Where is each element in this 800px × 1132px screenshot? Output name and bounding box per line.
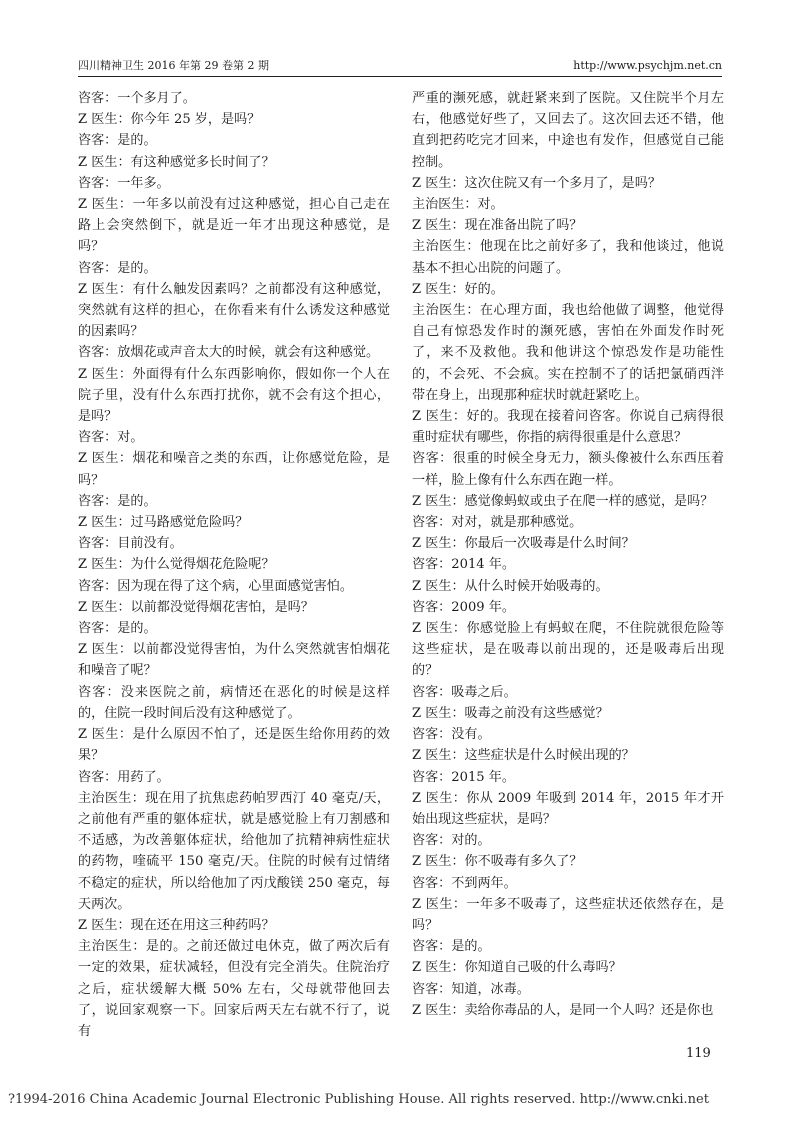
dialogue-line: 咨客：一个多月了。 [78,91,196,106]
dialogue-line: 主治医生：在心理方面，我也给他做了调整，他觉得自己有惊恐发作时的濒死感，害怕在外面发作时死了，来不及救他。我和他讲这个惊恐发作是功能性的，不会死、不会疯。实在控制不了的话把氯硝西泮带在身上，出现那种症状时就赶紧吃上。 [412,303,724,403]
dialogue-line: 咨客：是的。 [412,939,491,955]
dialogue-line: Z 医生：你今年 25 岁，是吗？ [78,112,261,128]
dialogue-line: 咨客：2014 年。 [412,557,515,573]
dialogue-line: Z 医生：现在还在用这三种药吗？ [78,917,275,933]
dialogue-line: Z 医生：好的。 [412,281,504,297]
dialogue-line: 咨客：对的。 [412,833,491,849]
dialogue-line: 咨客：2015 年。 [412,769,515,785]
dialogue-line: 主治医生：现在用了抗焦虑药帕罗西汀 40 毫克/天，之前他有严重的躯体症状，就是感觉脸上有刀割感和不适感，为改善躯体症状，给他加了抗精神病性症状的药物，喹硫平 150 毫克/天。住院的时候有过情绪不稳定的症状，所以给他加了丙戊酸镁 250 毫克，每天两次。 [78,790,390,912]
dialogue-line: 咨客：对。 [78,430,144,446]
dialogue-line: Z 医生：你从 2009 年吸到 2014 年，2015 年才开始出现这些症状，是吗？ [412,790,724,827]
running-header [78,56,722,76]
dialogue-line: 咨客：不到两年。 [412,875,517,891]
dialogue-line: 咨客：对对，就是那种感觉。 [412,515,583,531]
dialogue-line: Z 医生：从什么时候开始吸毒的。 [412,578,609,594]
dialogue-line: 咨客：目前没有。 [78,536,183,552]
dialogue-line: 主治医生：是的。之前还做过电休克，做了两次后有一定的效果，症状减轻，但没有完全消失。住院治疗之后，症状缓解大概 50% 左右，父母就带他回去了，说回家观察一下。回家后两天左右就不行了，说有 [78,939,390,1039]
dialogue-line: 咨客：没有。 [412,727,491,743]
dialogue-line: Z 医生：好的。我现在接着问咨客。你说自己病得很重时症状有哪些，你指的病得很重是什么意思？ [412,409,724,446]
dialogue-line: Z 医生：吸毒之前没有这些感觉？ [412,705,609,721]
dialogue-line: 咨客：是的。 [78,260,157,276]
dialogue-line: 咨客：因为现在得了这个病，心里面感觉害怕。 [78,578,353,594]
dialogue-line: Z 医生：你感觉脸上有蚂蚁在爬，不住院就很危险等这些症状，是在吸毒以前出现的，还是吸毒后出现的？ [412,621,724,679]
dialogue-line: 严重的濒死感，就赶紧来到了医院。又住院半个月左右，他感觉好些了，又回去了。这次回去还不错，他直到把药吃完才回来，中途也有发作，但感觉自己能控制。 [412,91,724,170]
page-number: 119 [686,1046,711,1061]
dialogue-line: 咨客：放烟花或声音太大的时候，就会有这种感觉。 [78,345,380,361]
right-column [412,88,724,1021]
header-rule [78,76,722,77]
journal-issue: 四川精神卫生 2016 年第 29 卷第 2 期 [78,59,269,72]
dialogue-line: Z 医生：为什么觉得烟花危险呢？ [78,557,275,573]
dialogue-line: Z 医生：是什么原因不怕了，还是医生给你用药的效果？ [78,727,390,764]
dialogue-line: 咨客：是的。 [78,493,157,509]
dialogue-line: 咨客：一年多。 [78,175,170,191]
dialogue-line: Z 医生：这次住院又有一个多月了，是吗？ [412,175,661,191]
dialogue-line: 主治医生：对。 [412,197,504,213]
dialogue-line: Z 医生：你知道自己吸的什么毒吗？ [412,960,622,976]
dialogue-line: Z 医生：一年多以前没有过这种感觉，担心自己走在路上会突然倒下，就是近一年才出现这种感觉，是吗？ [78,197,390,255]
dialogue-line: Z 医生：烟花和噪音之类的东西，让你感觉危险，是吗？ [78,451,390,488]
dialogue-line: Z 医生：以前都没觉得害怕，为什么突然就害怕烟花和噪音了呢？ [78,642,390,679]
dialogue-line: 咨客：2009 年。 [412,599,515,615]
dialogue-line: 咨客：是的。 [78,621,157,637]
dialogue-line: Z 医生：这些症状是什么时候出现的？ [412,748,635,764]
dialogue-line: 咨客：是的。 [78,133,157,149]
copyright-footer: ?1994-2016 China Academic Journal Electronic Publishing House. All rights reserved. http://www.cnki.net [8,1092,709,1107]
dialogue-line: 咨客：知道，冰毒。 [412,981,530,997]
dialogue-line: Z 医生：现在准备出院了吗？ [412,218,583,234]
dialogue-line: Z 医生：外面得有什么东西影响你，假如你一个人在院子里，没有什么东西打扰你，就不会有这个担心，是吗？ [78,366,390,425]
dialogue-line: Z 医生：以前都没觉得烟花害怕，是吗？ [78,599,314,615]
dialogue-line: 咨客：用药了。 [78,769,170,785]
dialogue-line: Z 医生：有什么触发因素吗？之前都没有这种感觉，突然就有这样的担心，在你看来有什么诱发这种感觉的因素吗？ [78,281,390,340]
dialogue-line: Z 医生：有这种感觉多长时间了？ [78,154,275,170]
dialogue-line: 咨客：没来医院之前，病情还在恶化的时候是这样的，住院一段时间后没有这种感觉了。 [78,684,390,721]
journal-url[interactable]: http://www.psychjm.net.cn [573,59,722,72]
dialogue-line: Z 医生：你最后一次吸毒是什么时间？ [412,536,635,552]
dialogue-line: 主治医生：他现在比之前好多了，我和他谈过，他说基本不担心出院的问题了。 [412,239,724,276]
dialogue-line: Z 医生：一年多不吸毒了，这些症状还依然存在，是吗？ [412,896,724,933]
left-column [78,88,390,1042]
dialogue-line: Z 医生：感觉像蚂蚁或虫子在爬一样的感觉，是吗？ [412,493,714,509]
dialogue-line: Z 医生：过马路感觉危险吗？ [78,515,249,531]
dialogue-line: 咨客：很重的时候全身无力，额头像被什么东西压着一样，脸上像有什么东西在跑一样。 [412,451,724,488]
dialogue-line: Z 医生：你不吸毒有多久了？ [412,854,583,870]
dialogue-line: Z 医生：卖给你毒品的人，是同一个人吗？还是你也 [412,1002,714,1018]
dialogue-line: 咨客：吸毒之后。 [412,684,517,700]
